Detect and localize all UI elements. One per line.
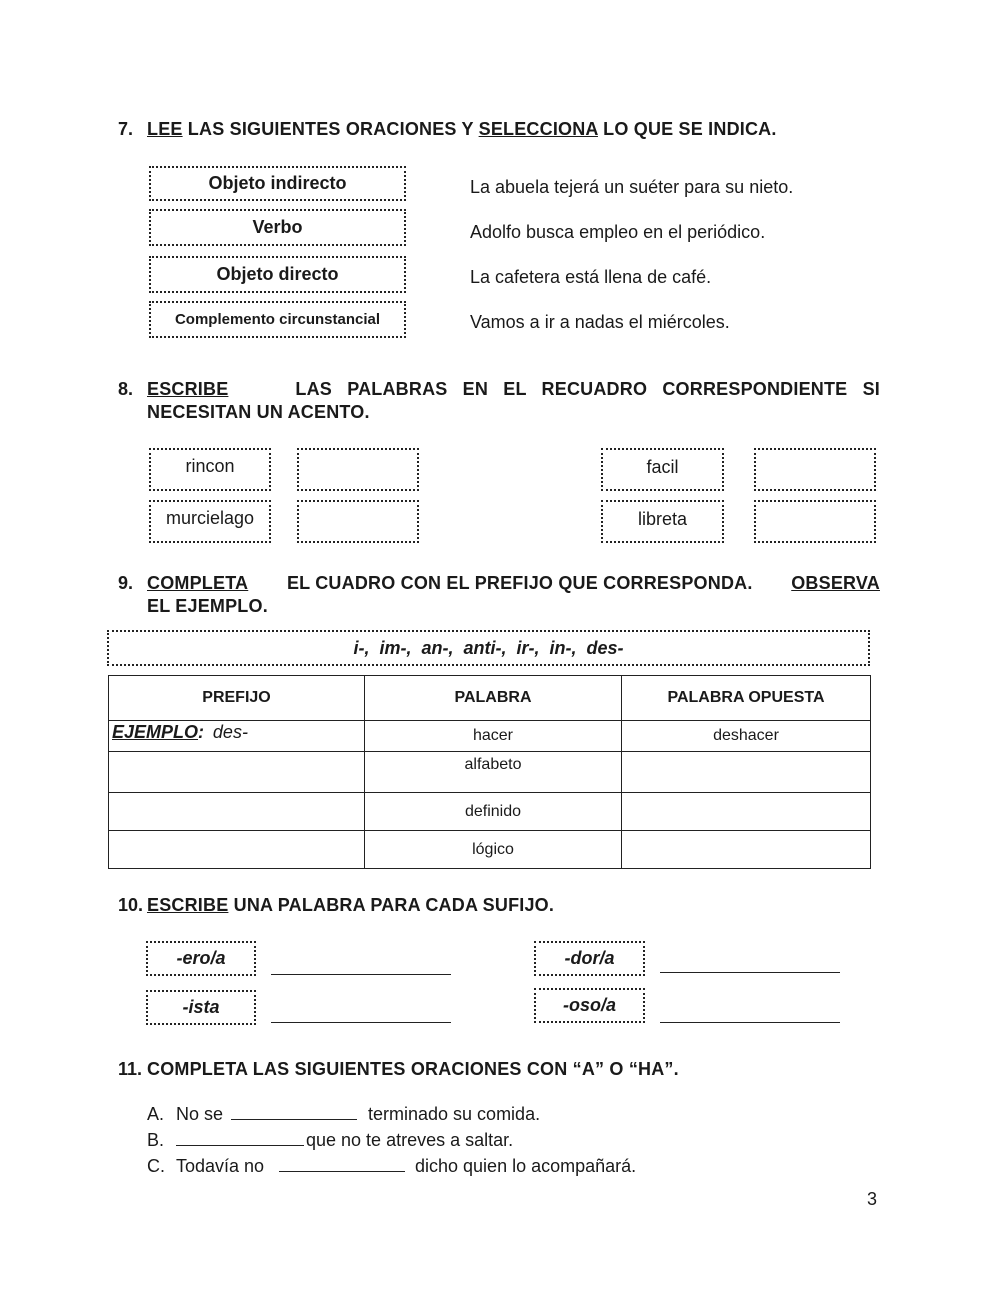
word-cell-logico: lógico bbox=[365, 831, 622, 869]
q8-word-libreta bbox=[601, 500, 724, 543]
q7-verb-lee: LEE bbox=[147, 119, 183, 139]
q7-option-label: Verbo bbox=[252, 217, 303, 237]
table-header-palabra: PALABRA bbox=[365, 676, 622, 721]
example-prefix-cell bbox=[109, 721, 365, 752]
q9-prefix-bank: i-, im-, an-, anti-, ir-, in-, des- bbox=[107, 630, 870, 666]
q7-sentence-1[interactable]: La abuela tejerá un suéter para su nieto. bbox=[470, 177, 794, 197]
q7-option-verbo[interactable] bbox=[149, 209, 406, 246]
word-cell-definido: definido bbox=[365, 793, 622, 831]
q8-title-rest: LAS PALABRAS EN EL RECUADRO CORRESPONDIENTE SI bbox=[295, 379, 880, 399]
q7-option-label: Complemento circunstancial bbox=[174, 311, 381, 328]
q9-title-line1 bbox=[147, 573, 880, 594]
q8-word-label: facil bbox=[646, 457, 679, 477]
q8-answer-box-3[interactable] bbox=[754, 448, 876, 491]
q9-verb-observa: OBSERVA bbox=[791, 573, 880, 593]
page-number: 3 bbox=[867, 1189, 878, 1209]
q8-word-label: murcielago bbox=[165, 508, 255, 528]
q7-option-objeto-directo[interactable] bbox=[149, 256, 406, 293]
table-row-example bbox=[109, 721, 871, 752]
q11-item-c-letter: C. bbox=[147, 1156, 165, 1176]
q7-option-complemento-circunstancial[interactable] bbox=[149, 301, 406, 338]
word-cell-alfabeto: alfabeto bbox=[365, 752, 622, 793]
q8-answer-box-1[interactable] bbox=[297, 448, 419, 491]
example-opposite: deshacer bbox=[622, 721, 871, 752]
q10-number: 10. bbox=[118, 895, 144, 915]
q11-item-c-blank[interactable] bbox=[279, 1171, 405, 1172]
q7-title bbox=[147, 119, 777, 140]
q9-prefix-table bbox=[108, 675, 871, 869]
q8-number: 8. bbox=[118, 379, 134, 399]
q11-number: 11. bbox=[118, 1059, 143, 1079]
opposite-answer-cell-3[interactable] bbox=[622, 831, 871, 869]
q9-title-line2: EL EJEMPLO. bbox=[147, 596, 268, 616]
q8-word-label: rincon bbox=[185, 456, 235, 476]
table-header-prefijo: PREFIJO bbox=[109, 676, 365, 721]
q8-word-rincon bbox=[149, 448, 271, 491]
q8-answer-box-4[interactable] bbox=[754, 500, 876, 543]
q11-item-a-letter: A. bbox=[147, 1104, 165, 1124]
example-label bbox=[112, 722, 204, 742]
q7-option-label: Objeto directo bbox=[216, 264, 339, 284]
q8-word-murcielago bbox=[149, 500, 271, 543]
table-row bbox=[109, 752, 871, 793]
suffix-dor: -dor/a bbox=[534, 941, 645, 976]
prefix-answer-cell-2[interactable] bbox=[109, 793, 365, 831]
suffix-oso: -oso/a bbox=[534, 988, 645, 1023]
answer-line-dor[interactable] bbox=[660, 972, 840, 973]
q11-item-c-after: dicho quien lo acompañará. bbox=[415, 1156, 637, 1176]
q9-number: 9. bbox=[118, 573, 134, 593]
table-header-row bbox=[109, 676, 871, 721]
suffix-ista: -ista bbox=[146, 990, 256, 1025]
q9-verb-completa: COMPLETA bbox=[147, 573, 249, 593]
q11-item-a-after: terminado su comida. bbox=[368, 1104, 541, 1124]
opposite-answer-cell-2[interactable] bbox=[622, 793, 871, 831]
q10-verb-escribe: ESCRIBE bbox=[147, 895, 229, 915]
q7-title-mid: LAS SIGUIENTES ORACIONES Y bbox=[182, 119, 479, 139]
prefix-answer-cell-1[interactable] bbox=[109, 752, 365, 793]
example-word: hacer bbox=[365, 721, 622, 752]
q11-item-b-after: que no te atreves a saltar. bbox=[306, 1130, 514, 1150]
example-label-colon: : bbox=[198, 722, 205, 742]
q7-title-rest: LO QUE SE INDICA. bbox=[597, 119, 777, 139]
q8-title-line2: NECESITAN UN ACENTO. bbox=[147, 402, 370, 422]
prefix-answer-cell-3[interactable] bbox=[109, 831, 365, 869]
q10-title bbox=[147, 895, 554, 916]
q7-option-objeto-indirecto[interactable] bbox=[149, 166, 406, 201]
q8-verb-escribe: ESCRIBE bbox=[147, 379, 229, 399]
q7-sentence-3[interactable]: La cafetera está llena de café. bbox=[470, 267, 712, 287]
table-row bbox=[109, 793, 871, 831]
q9-title-mid: EL CUADRO CON EL PREFIJO QUE CORRESPONDA. bbox=[281, 573, 758, 593]
q8-answer-box-2[interactable] bbox=[297, 500, 419, 543]
q11-item-b-letter: B. bbox=[147, 1130, 165, 1150]
answer-line-ista[interactable] bbox=[271, 1022, 451, 1023]
table-header-palabra-opuesta: PALABRA OPUESTA bbox=[622, 676, 871, 721]
q7-option-label: Objeto indirecto bbox=[208, 173, 347, 193]
opposite-answer-cell-1[interactable] bbox=[622, 752, 871, 793]
answer-line-ero[interactable] bbox=[271, 974, 451, 975]
q7-sentence-2[interactable]: Adolfo busca empleo en el periódico. bbox=[470, 222, 766, 242]
q8-word-label: libreta bbox=[637, 509, 688, 529]
example-label-text: EJEMPLO bbox=[112, 722, 199, 742]
suffix-ero: -ero/a bbox=[146, 941, 256, 976]
q7-sentence-4[interactable]: Vamos a ir a nadas el miércoles. bbox=[470, 312, 730, 332]
q11-item-a-before: No se bbox=[176, 1104, 224, 1124]
q7-verb-selecciona: SELECCIONA bbox=[478, 119, 598, 139]
q11-item-a-blank[interactable] bbox=[231, 1119, 357, 1120]
q8-word-facil bbox=[601, 448, 724, 491]
q11-title: COMPLETA LAS SIGUIENTES ORACIONES CON “A” O “HA”. bbox=[147, 1059, 679, 1079]
q11-item-b-blank[interactable] bbox=[176, 1145, 304, 1146]
q10-title-rest: UNA PALABRA PARA CADA SUFIJO. bbox=[228, 895, 555, 915]
table-row bbox=[109, 831, 871, 869]
q8-title-line1 bbox=[147, 379, 880, 400]
q11-item-c-before: Todavía no bbox=[176, 1156, 265, 1176]
q7-number: 7. bbox=[118, 119, 134, 139]
example-prefix: des- bbox=[212, 722, 248, 742]
answer-line-oso[interactable] bbox=[660, 1022, 840, 1023]
